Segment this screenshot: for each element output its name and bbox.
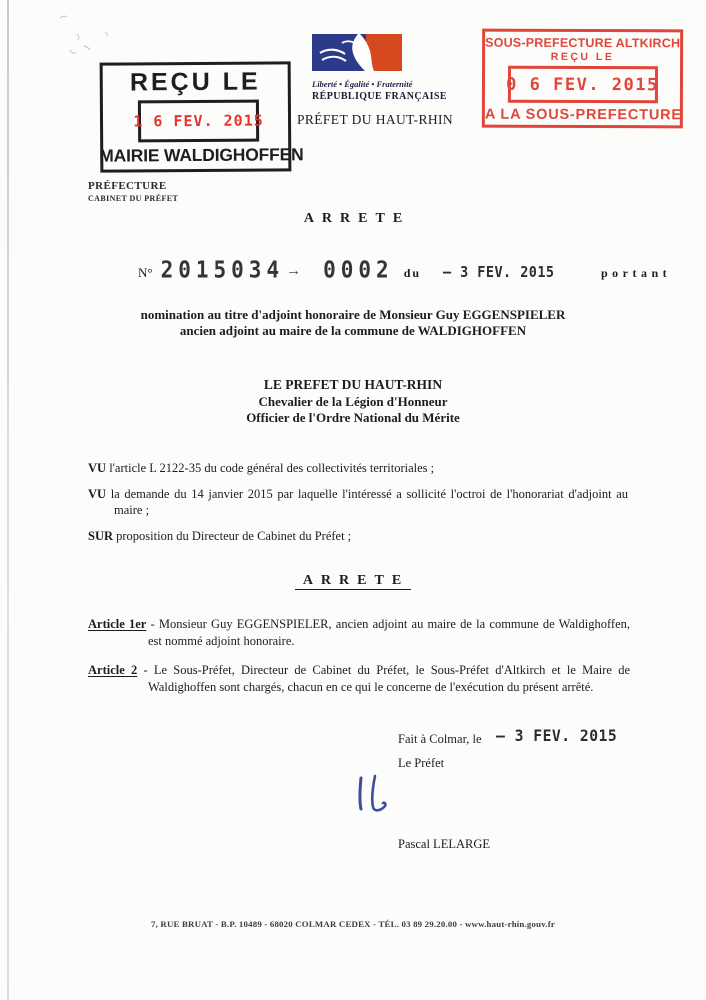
prefet-title: PRÉFET DU HAUT-RHIN — [296, 112, 454, 127]
pencil-marks — [22, 6, 132, 66]
fait-a-colmar-label: Fait à Colmar, le — [398, 732, 482, 746]
heading-arrete-2 — [0, 571, 706, 589]
scanner-edge-artifact — [7, 0, 9, 1000]
prefet-block-line-3: Officier de l'Ordre National du Mérite — [246, 410, 460, 425]
du-label: du — [403, 266, 422, 280]
decree-number-part1: 2015034 — [160, 257, 285, 283]
service-cabinet-label: CABINET DU PRÉFET — [88, 194, 179, 203]
prefet-block-line-1: LE PREFET DU HAUT-RHIN — [263, 377, 443, 392]
recital-text: la demande du 14 janvier 2015 par laquelle l'intéressé a sollicité l'octroi de l'honorariat d'adjoint au maire ; — [110, 487, 628, 517]
heading-arrete-2-text: ARRETE — [295, 573, 411, 590]
decree-subject — [0, 307, 706, 338]
recital-text: l'article L 2122-35 du code général des collectivités territoriales ; — [109, 461, 435, 475]
footer-address: 7, RUE BRUAT - B.P. 10489 - 68020 COLMAR CEDEX - TÉL. 03 89 29.20.00 - www.haut-rhin.gouv.fr — [151, 919, 555, 929]
recital-sur — [88, 528, 628, 544]
recital-text: proposition du Directeur de Cabinet du Préfet ; — [116, 529, 352, 543]
stamp-sousprefecture — [482, 29, 683, 129]
heading-arrete: ARRETE — [303, 211, 411, 226]
subject-line-1: nomination au titre d'adjoint honoraire de Monsieur Guy EGGENSPIELER — [140, 307, 566, 322]
article-label: Article 1er — [88, 617, 147, 631]
stamp-mairie-recu — [99, 61, 304, 172]
marianne-flag-icon — [312, 34, 402, 71]
articles-section — [88, 616, 630, 708]
arrow-stamp-mark: → — [286, 263, 302, 279]
subject-line-2: ancien adjoint au maire de la commune de WALDIGHOFFEN — [179, 322, 527, 338]
prefet-titles-block — [0, 377, 706, 427]
recital-vu-2 — [88, 486, 628, 518]
date-stamp-header: – 3 FEV. 2015 — [443, 263, 555, 281]
service-prefecture-label: PRÉFECTURE — [88, 180, 167, 192]
stamp-mairie-date-box — [133, 100, 264, 143]
stamp-mairie-name: MAIRIE WALDIGHOFFEN — [99, 144, 304, 166]
republic-logo-block — [312, 34, 447, 102]
decree-number-part2: 0002 — [323, 257, 394, 283]
signatory-role: Le Préfet — [398, 756, 445, 770]
date-stamp-closing: – 3 FEV. 2015 — [495, 726, 617, 745]
recital-vu-1 — [88, 460, 628, 476]
decree-number-line — [138, 258, 671, 282]
recital-label: SUR — [88, 529, 114, 543]
stamp-sp-title: SOUS-PREFECTURE ALTKIRCH — [485, 35, 681, 51]
article-text: - Le Sous-Préfet, Directeur de Cabinet du Préfet, le Sous-Préfet d'Altkirch et le Maire de Waldighoffen sont chargés, chacun en ce qui le concerne de l'exécution du présent arrêté. — [143, 663, 631, 694]
recitals-section — [88, 460, 628, 554]
article-label: Article 2 — [88, 663, 138, 677]
stamp-sp-footer-label: A LA SOUS-PREFECTURE — [484, 106, 682, 124]
recital-label: VU — [88, 461, 107, 475]
article-1 — [88, 616, 630, 649]
closing-place-date — [398, 728, 627, 747]
service-block — [88, 180, 178, 203]
portant-label: portant — [600, 266, 672, 280]
stamp-mairie-recu-label: REÇU LE — [129, 67, 261, 97]
article-2 — [88, 662, 630, 695]
motto-line: Liberté • Égalité • Fraternité — [312, 79, 413, 89]
stamp-sp-date: 0 6 FEV. 2015 — [506, 74, 659, 95]
stamp-mairie-date: 1 6 FEV. 2015 — [133, 111, 264, 131]
recital-label: VU — [88, 487, 107, 501]
republic-name: RÉPUBLIQUE FRANÇAISE — [312, 91, 447, 102]
article-text: - Monsieur Guy EGGENSPIELER, ancien adjoint au maire de la commune de Waldighoffen, est nommé adjoint honoraire. — [148, 617, 631, 648]
signature-icon — [350, 772, 402, 824]
stamp-sp-date-box — [507, 66, 657, 104]
stamp-sp-recu-label: REÇU LE — [550, 50, 615, 64]
signatory-name: Pascal LELARGE — [398, 837, 490, 851]
prefet-block-line-2: Chevalier de la Légion d'Honneur — [258, 393, 448, 409]
number-sign-label: N° — [138, 265, 153, 280]
